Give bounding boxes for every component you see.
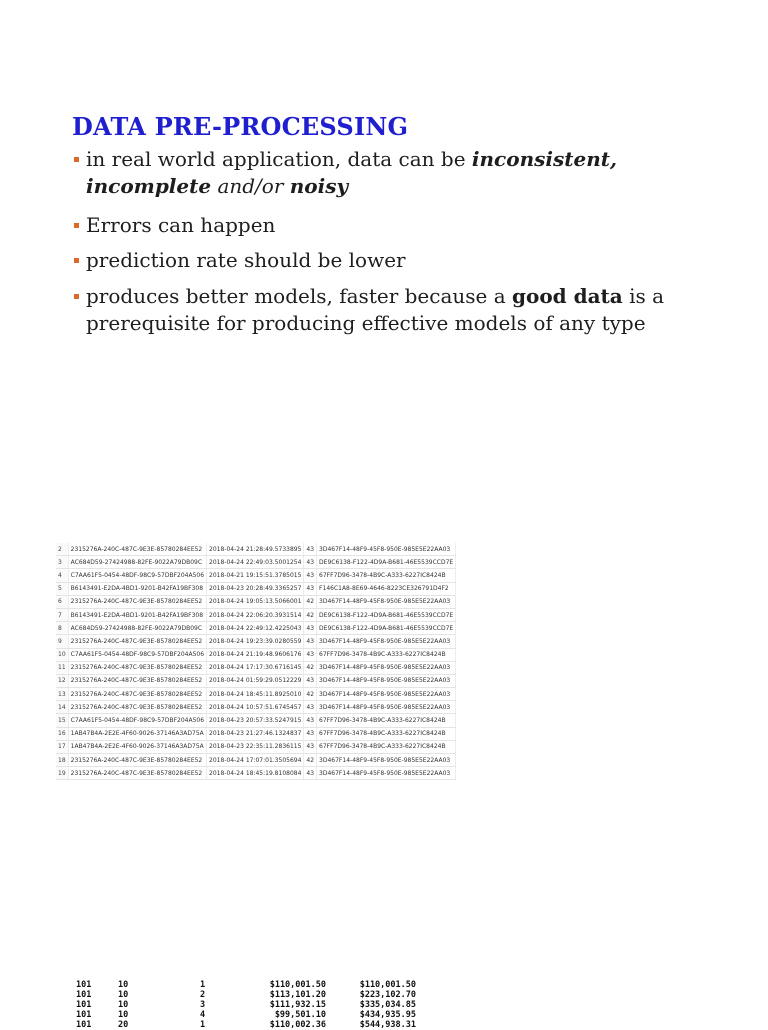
ledger-row <box>76 1010 416 1020</box>
table-cell: 3D467F14-48F9-45F8-950E-985E5E22AA03 <box>317 595 456 608</box>
emphasis-incomplete: incomplete <box>86 174 212 198</box>
table-row <box>56 754 456 767</box>
ledger-row <box>76 1000 416 1010</box>
ledger-cell: $111,932.15 <box>269 1000 326 1010</box>
table-cell: 43 <box>304 727 317 740</box>
bullet-square-icon <box>74 223 79 228</box>
bullet-text: and/or <box>211 174 290 198</box>
table-cell: 3D467F14-48F9-45F8-950E-985E5E22AA03 <box>317 701 456 714</box>
ledger-row <box>76 1020 416 1030</box>
ledger-cell: $110,001.50 <box>359 980 416 990</box>
table-cell: 2315276A-240C-487C-9E3E-85780284EE52 <box>68 661 206 674</box>
table-cell: C7AA61F5-0454-48DF-98C9-57DBF204A506 <box>68 648 206 661</box>
table-cell: 2018-04-23 21:27:46.1324837 <box>207 727 304 740</box>
table-cell: 67FF7D96-3478-4B9C-A333-6227IC8424B <box>317 740 456 753</box>
table-cell: 2018-04-23 22:35:11.2836115 <box>207 740 304 753</box>
table-cell: 67FF7D96-3478-4B9C-A333-6227IC8424B <box>317 569 456 582</box>
ledger-cell: 2 <box>200 990 206 1000</box>
row-number: 6 <box>56 595 68 608</box>
table-cell: C7AA61F5-0454-48DF-98C9-57DBF204A506 <box>68 714 206 727</box>
table-cell: 2315276A-240C-487C-9E3E-85780284EE52 <box>68 595 206 608</box>
table-cell: 2018-04-24 01:59:29.0512229 <box>207 674 304 687</box>
ledger-cell: $110,001.50 <box>269 980 326 990</box>
table-cell: 3D467F14-48F9-45F8-950E-985E5E22AA03 <box>317 635 456 648</box>
table-cell: 2315276A-240C-487C-9E3E-85780284EE52 <box>68 635 206 648</box>
table-cell: 43 <box>304 648 317 661</box>
table-cell: 43 <box>304 622 317 635</box>
bullet-text: in real world application, data can be <box>86 147 472 171</box>
bullet-text: Errors can happen <box>86 213 276 237</box>
table-cell: 42 <box>304 661 317 674</box>
ledger-cell: 101 <box>76 1000 92 1010</box>
bullet-square-icon <box>74 294 79 299</box>
row-number: 11 <box>56 661 68 674</box>
table-cell: 43 <box>304 635 317 648</box>
table-cell: 42 <box>304 688 317 701</box>
row-number: 18 <box>56 754 68 767</box>
ledger-cell: $434,935.95 <box>359 1010 416 1020</box>
table-cell: DE9C6138-F122-4D9A-B681-46E5539CCD7E <box>317 622 456 635</box>
bullet-item <box>72 212 712 239</box>
table-row <box>56 543 456 556</box>
table-cell: F146C1A8-8E69-4646-8223CE326791D4F2 <box>317 582 456 595</box>
table-cell: AC684D59-27424988-82FE-9022A79DB09C <box>68 622 206 635</box>
table-row <box>56 714 456 727</box>
ledger-cell: 101 <box>76 990 92 1000</box>
row-number: 12 <box>56 674 68 687</box>
table-cell: 2018-04-24 22:06:20.3931514 <box>207 608 304 621</box>
bullet-text: is a prerequisite for producing effective models of any type <box>86 284 665 335</box>
table-cell: 1AB47B4A-2E2E-4F60-9026-37146A3AD75A <box>68 727 206 740</box>
table-cell: 2018-04-24 21:28:49.5733895 <box>207 543 304 556</box>
table-cell: 2018-04-23 20:28:49.3365257 <box>207 582 304 595</box>
table-row <box>56 727 456 740</box>
table-cell: 43 <box>304 701 317 714</box>
table-cell: 1AB47B4A-2E2E-4F60-9026-37146A3AD75A <box>68 740 206 753</box>
table-cell: 42 <box>304 595 317 608</box>
table-cell: 2018-04-24 19:05:13.5066001 <box>207 595 304 608</box>
table-cell: 3D467F14-48F9-45F8-950E-985E5E22AA03 <box>317 688 456 701</box>
table-cell: 2315276A-240C-487C-9E3E-85780284EE52 <box>68 674 206 687</box>
table-cell: 2018-04-24 21:19:48.9606176 <box>207 648 304 661</box>
row-number: 8 <box>56 622 68 635</box>
table-cell: AC684D59-27424988-82FE-9022A79DB09C <box>68 556 206 569</box>
bullet-text: prediction rate should be lower <box>86 248 406 272</box>
table-cell: 2315276A-240C-487C-9E3E-85780284EE52 <box>68 543 206 556</box>
table-row <box>56 608 456 621</box>
row-number: 4 <box>56 569 68 582</box>
ledger-cell: 1 <box>200 980 206 990</box>
table-cell: 2018-04-24 19:23:39.0280559 <box>207 635 304 648</box>
ledger-cell: 101 <box>76 1010 92 1020</box>
table-cell: 3D467F14-48F9-45F8-950E-985E5E22AA03 <box>317 674 456 687</box>
row-number: 5 <box>56 582 68 595</box>
row-number: 15 <box>56 714 68 727</box>
table-cell: 43 <box>304 556 317 569</box>
table-row <box>56 674 456 687</box>
ledger-cell: 1 <box>200 1020 206 1030</box>
row-number: 10 <box>56 648 68 661</box>
row-number: 19 <box>56 767 68 780</box>
ledger-cell: 101 <box>76 980 92 990</box>
table-cell: 2018-04-24 22:49:03.5001254 <box>207 556 304 569</box>
table-cell: 2018-04-21 19:15:51.3785015 <box>207 569 304 582</box>
ledger-cell: 10 <box>118 1000 129 1010</box>
table-row <box>56 648 456 661</box>
bullet-item <box>72 283 712 337</box>
table-cell: 43 <box>304 740 317 753</box>
table-cell: 67FF7D96-3478-4B9C-A333-6227IC8424B <box>317 714 456 727</box>
table-cell: 43 <box>304 569 317 582</box>
table-cell: 2018-04-23 20:57:33.5247915 <box>207 714 304 727</box>
ledger-row <box>76 980 416 990</box>
table-cell: DE9C6138-F122-4D9A-B681-46E5539CCD7E <box>317 608 456 621</box>
table-cell: B6143491-E2DA-4BD1-9201-B42FA19BF308 <box>68 582 206 595</box>
ledger-cell: 101 <box>76 1020 92 1030</box>
bullet-text: produces better models, faster because a <box>86 284 512 308</box>
bullet-square-icon <box>74 157 79 162</box>
ledger-row <box>76 990 416 1000</box>
table-row <box>56 701 456 714</box>
row-number: 16 <box>56 727 68 740</box>
table-cell: DE9C6138-F122-4D9A-B681-46E5539CCD7E <box>317 556 456 569</box>
table-row <box>56 569 456 582</box>
ledger-cell: $113,101.20 <box>269 990 326 1000</box>
table-cell: 43 <box>304 714 317 727</box>
table-cell: 67FF7D96-3478-4B9C-A333-6227IC8424B <box>317 727 456 740</box>
emphasis-good-data: good data <box>512 284 623 308</box>
ledger-cell: 10 <box>118 990 129 1000</box>
row-number: 14 <box>56 701 68 714</box>
ledger-cell: 20 <box>118 1020 129 1030</box>
row-number: 3 <box>56 556 68 569</box>
ledger-cell: $544,938.31 <box>359 1020 416 1030</box>
table-row <box>56 635 456 648</box>
table-cell: 3D467F14-48F9-45F8-950E-985E5E22AA03 <box>317 754 456 767</box>
table-cell: 42 <box>304 754 317 767</box>
row-number: 2 <box>56 543 68 556</box>
row-number: 17 <box>56 740 68 753</box>
row-number: 9 <box>56 635 68 648</box>
ledger-cell: $223,102.70 <box>359 990 416 1000</box>
emphasis-noisy: noisy <box>289 174 349 198</box>
bullet-item <box>72 247 712 274</box>
table-row <box>56 767 456 780</box>
spreadsheet-table <box>56 543 456 780</box>
table-cell: 43 <box>304 674 317 687</box>
bullet-list <box>72 146 712 337</box>
table-row <box>56 661 456 674</box>
table-row <box>56 688 456 701</box>
table-cell: 2018-04-24 17:07:01.3505694 <box>207 754 304 767</box>
table-cell: 67FF7D96-3478-4B9C-A333-6227IC8424B <box>317 648 456 661</box>
bullet-square-icon <box>74 258 79 263</box>
table-cell: C7AA61F5-0454-48DF-98C9-57DBF204A506 <box>68 569 206 582</box>
table-row <box>56 595 456 608</box>
table-cell: 3D467F14-48F9-45F8-950E-985E5E22AA03 <box>317 767 456 780</box>
table-cell: 2315276A-240C-487C-9E3E-85780284EE52 <box>68 701 206 714</box>
table-cell: 2018-04-24 10:57:51.6745457 <box>207 701 304 714</box>
table-cell: 43 <box>304 767 317 780</box>
table-cell: B6143491-E2DA-4BD1-9201-B42FA19BF308 <box>68 608 206 621</box>
table-cell: 43 <box>304 582 317 595</box>
table-row <box>56 622 456 635</box>
table-cell: 2315276A-240C-487C-9E3E-85780284EE52 <box>68 767 206 780</box>
table-cell: 2018-04-24 17:17:30.6716145 <box>207 661 304 674</box>
table-cell: 3D467F14-48F9-45F8-950E-985E5E22AA03 <box>317 543 456 556</box>
row-number: 13 <box>56 688 68 701</box>
ledger-cell: $99,501.10 <box>274 1010 326 1020</box>
table-row <box>56 582 456 595</box>
ledger-cell: $335,034.85 <box>359 1000 416 1010</box>
table-cell: 2018-04-24 18:45:19.8108084 <box>207 767 304 780</box>
emphasis-inconsistent: inconsistent, <box>471 147 617 171</box>
ledger-cell: 10 <box>118 980 129 990</box>
table-cell: 2315276A-240C-487C-9E3E-85780284EE52 <box>68 688 206 701</box>
table-cell: 42 <box>304 608 317 621</box>
table-cell: 2018-04-24 18:45:11.8925010 <box>207 688 304 701</box>
ledger-table <box>76 980 416 1030</box>
bullet-item <box>72 146 712 200</box>
table-cell: 2018-04-24 22:49:12.4225043 <box>207 622 304 635</box>
table-cell: 43 <box>304 543 317 556</box>
ledger-cell: 3 <box>200 1000 206 1010</box>
table-row <box>56 740 456 753</box>
ledger-cell: 10 <box>118 1010 129 1020</box>
table-cell: 2315276A-240C-487C-9E3E-85780284EE52 <box>68 754 206 767</box>
ledger-cell: $110,002.36 <box>269 1020 326 1030</box>
row-number: 7 <box>56 608 68 621</box>
ledger-cell: 4 <box>200 1010 206 1020</box>
table-cell: 3D467F14-48F9-45F8-950E-985E5E22AA03 <box>317 661 456 674</box>
slide-title: DATA PRE-PROCESSING <box>72 112 409 141</box>
table-row <box>56 556 456 569</box>
